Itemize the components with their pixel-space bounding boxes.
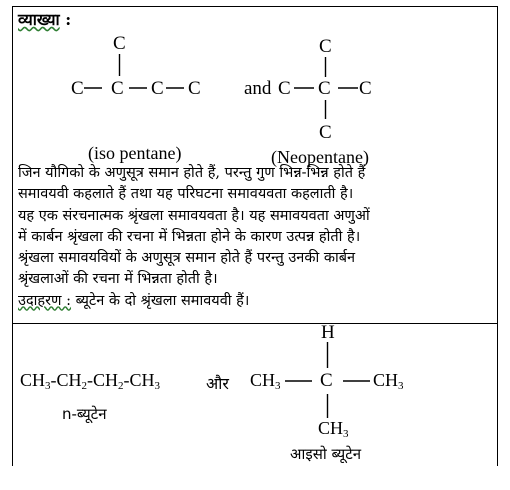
iso-pentane-carbon-3: C	[151, 78, 164, 99]
example-line	[18, 291, 492, 312]
neopentane-center-carbon: C	[318, 78, 331, 99]
top-border	[12, 6, 498, 7]
isobutane-left-methyl: $CH_3$	[250, 370, 281, 392]
iso-pentane-top-carbon: C	[113, 33, 126, 54]
example-text: ब्यूटेन के दो श्रृंखला समावयवी हैं।	[75, 292, 250, 309]
paragraph-line: श्रृंखला समावयवियों के अणुसूत्र समान होते हैं परन्तु उनकी कार्बन	[18, 250, 356, 267]
explanation-heading	[18, 8, 71, 30]
paragraph-line: श्रृंखलाओं की रचना में भिन्नता होती है।	[18, 271, 218, 288]
heading-label: व्याख्या	[18, 10, 60, 29]
section-divider	[12, 323, 498, 324]
paragraph-line: समावयवी कहलाते हैं तथा यह परिघटना समावयवता कहलाती है।	[18, 186, 354, 203]
iso-pentane-carbon-1: C	[71, 78, 84, 99]
example-label: उदाहरण :	[18, 292, 72, 309]
heading-colon: :	[65, 10, 72, 29]
isobutane-right-methyl: $CH_3$	[373, 370, 404, 392]
isobutane-caption: आइसो ब्यूटेन	[290, 445, 362, 463]
iso-pentane-carbon-4: C	[188, 78, 201, 99]
paragraph-line: में कार्बन श्रृंखला की रचना में भिन्नता होने के कारण उत्पन्न होती है।	[18, 228, 361, 245]
n-butane-formula: $CH_3-CH_2-CH_2-CH_3$	[20, 370, 161, 392]
neopentane-top-carbon: C	[319, 36, 332, 57]
neopentane-bottom-carbon: C	[319, 122, 332, 143]
neopentane-right-carbon: C	[359, 78, 372, 99]
isobutane-center-carbon: C	[320, 370, 333, 391]
neopentane-prefix: and	[244, 78, 272, 99]
isobutane-bottom-methyl: $CH_3$	[318, 418, 349, 440]
iso-pentane-caption: (iso pentane)	[88, 143, 182, 163]
n-butane-caption: n-ब्यूटेन	[62, 405, 107, 423]
iso-pentane-carbon-2: C	[111, 78, 124, 99]
isobutane-top-hydrogen: H	[321, 322, 335, 343]
neopentane-caption: (Neopentane)	[271, 147, 369, 167]
connector-word: और	[206, 374, 229, 393]
paragraph-line: जिन यौगिको के अणुसूत्र समान होते हैं, परन्तु गुण भिन्न-भिन्न होते हैं	[18, 165, 366, 181]
paragraph-line: यह एक संरचनात्मक श्रृंखला समावयवता है। यह समावयवता अणुओं	[18, 207, 370, 224]
neopentane-left-carbon: C	[278, 78, 291, 99]
explanation-paragraph	[18, 163, 492, 312]
